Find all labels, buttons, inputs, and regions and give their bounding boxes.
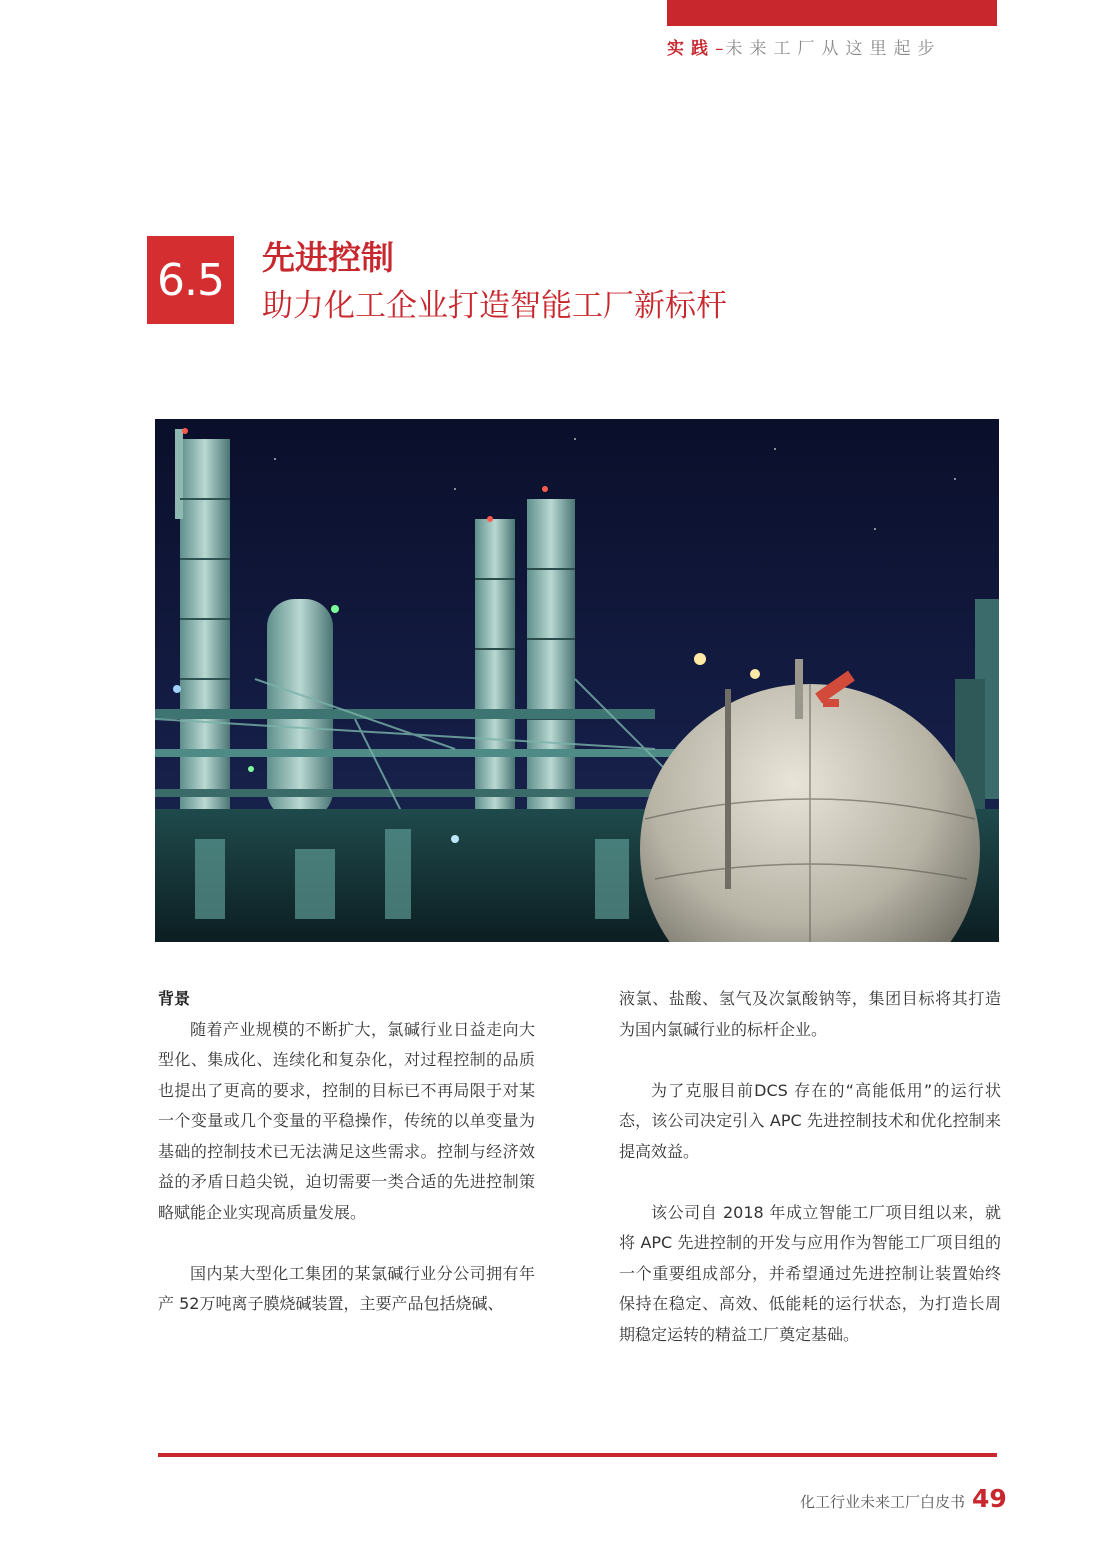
page-number: 49 [972,1484,1007,1513]
header-tag-accent: 实践 [667,39,715,59]
right-paragraph-3: 该公司自 2018 年成立智能工厂项目组以来，就将 APC 先进控制的开发与应用作为智能工厂项目组的一个重要组成部分，并希望通过先进控制让装置始终保持在稳定、高效、低能耗的运行状态，为打造长周期稳定运转的精益工厂奠定基础。 [619,1202,1001,1344]
paragraph-spacer [158,1228,535,1259]
header-tag-dash: – [715,39,726,59]
left-column [158,984,535,1320]
paragraph-spacer [619,1167,1001,1198]
footer-divider [158,1453,997,1457]
footer-publication: 化工行业未来工厂白皮书 [800,1493,966,1511]
right-paragraph-1: 液氯、盐酸、氢气及次氯酸钠等，集团目标将其打造为国内氯碱行业的标杆企业。 [619,989,1001,1039]
right-paragraph-2: 为了克服目前DCS 存在的“高能低用”的运行状态，该公司决定引入 APC 先进控制技术和优化控制来提高效益。 [619,1080,1001,1161]
paragraph-spacer [619,1045,1001,1076]
header-tagline [667,34,1000,59]
section-subtitle: 助力化工企业打造智能工厂新标杆 [262,288,727,324]
background-heading: 背景 [158,989,191,1008]
right-column [619,984,1001,1350]
header-accent-bar [667,0,997,26]
header-tag-rest: 未来工厂从这里起步 [725,39,942,59]
section-number: 6.5 [157,254,224,306]
section-title: 先进控制 [262,238,394,277]
section-number-box [147,236,234,324]
left-paragraph-1: 随着产业规模的不断扩大，氯碱行业日益走向大型化、集成化、连续化和复杂化，对过程控制的品质也提出了更高的要求，控制的目标已不再局限于对某一个变量或几个变量的平稳操作，传统的以单变量为基础的控制技术已无法满足这些需求。控制与经济效益的矛盾日趋尖锐，迫切需要一类合适的先进控制策略赋能企业实现高质量发展。 [158,1019,535,1222]
chemical-plant-photo [155,419,999,942]
left-paragraph-2: 国内某大型化工集团的某氯碱行业分公司拥有年产 52万吨离子膜烧碱装置，主要产品包括烧碱、 [158,1263,535,1313]
